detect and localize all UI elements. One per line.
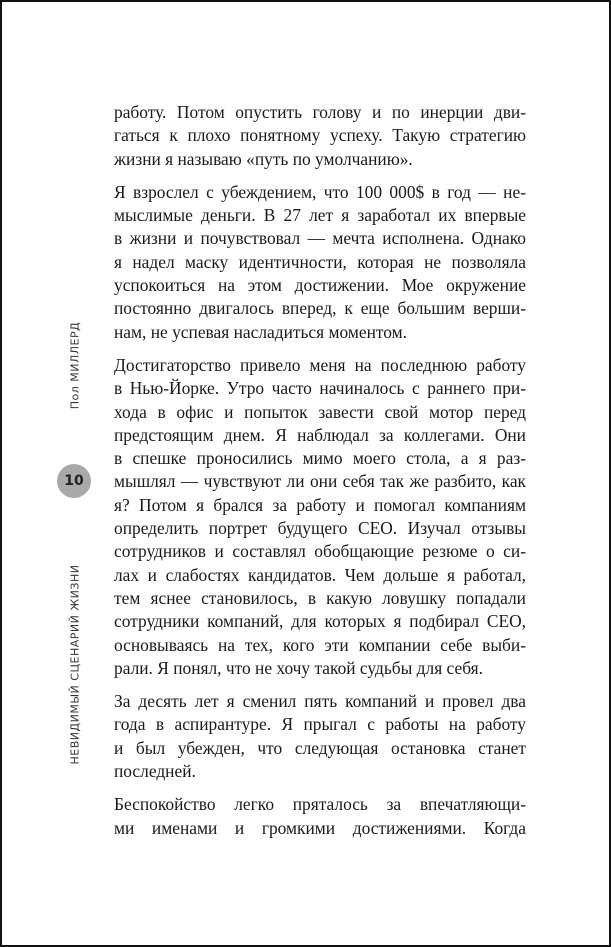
paragraph: [114, 690, 526, 783]
running-head-book-title: НЕВИДИМЫЙ СЦЕНАРИЙ ЖИЗНИ: [68, 564, 82, 765]
text-line: нам, не успевая насладиться моментом.: [114, 321, 407, 342]
text-line: рали. Я понял, что не хочу такой судьбы для себя.: [114, 657, 483, 678]
body-text: [114, 101, 526, 850]
text-line: основываясь на тех, кого эти компании себе выби-: [114, 634, 526, 655]
text-line: в жизни и почувствовал — мечта исполнена. Однако: [114, 228, 526, 249]
text-line: жизни я называю «путь по умолчанию».: [114, 148, 413, 169]
text-line: лах и слабостях кандидатов. Чем дольше я работал,: [114, 564, 526, 585]
text-line: мыслимые деньги. В 27 лет я заработал их впервые: [114, 205, 526, 226]
text-line: тем яснее становилось, в какую ловушку попадали: [114, 587, 526, 608]
text-line: Я взрослел с убеждением, что 100 000$ в год — не-: [114, 181, 526, 202]
text-line: я надел маску идентичности, которая не позволяла: [114, 251, 526, 272]
text-line: хода в офис и попыток завести свой мотор перед: [114, 401, 526, 422]
text-line: сотрудники компаний, для которых я подбирал CEO,: [114, 611, 526, 632]
text-line: Достигаторство привело меня на последнюю работу: [114, 354, 526, 375]
text-line: гаться к плохо понятному успеху. Такую стратегию: [114, 125, 526, 146]
text-line: я? Потом я брался за работу и помогал компаниям: [114, 494, 526, 515]
text-line: Беспокойство легко пряталось за впечатляющи-: [114, 794, 526, 815]
text-line: и был убежден, что следующая остановка станет: [114, 737, 526, 758]
text-line: в Нью-Йорке. Утро часто начиналось с раннего при-: [114, 378, 526, 399]
paragraph: [114, 181, 526, 344]
paragraph: [114, 354, 526, 680]
text-line: мышлял — чувствуют ли они себя так же разбито, как: [114, 471, 526, 492]
paragraph: [114, 793, 526, 840]
text-line: определить портрет будущего CEO. Изучал отзывы: [114, 518, 526, 539]
text-line: ми именами и громкими достижениями. Когда: [114, 817, 526, 838]
text-line: постоянно двигалось вперед, к еще большим верши-: [114, 298, 526, 319]
running-head-author: Пол МИЛЛЕРД: [68, 321, 82, 410]
text-line: в спешке проносились мимо моего стола, а я раз-: [114, 448, 526, 469]
text-line: работу. Потом опустить голову и по инерции дви-: [114, 102, 526, 122]
text-line: года в аспирантуре. Я прыгал с работы на работу: [114, 714, 526, 735]
text-line: успокоиться на этом достижении. Мое окружение: [114, 275, 526, 296]
text-line: сотрудников и составлял обобщающие резюме о си-: [114, 541, 526, 562]
page-number-badge: 10: [57, 464, 91, 498]
paragraph: [114, 101, 526, 171]
text-line: последней.: [114, 761, 196, 782]
text-line: предстоящим днем. Я наблюдал за коллегами. Они: [114, 424, 526, 445]
text-line: За десять лет я сменил пять компаний и провел два: [114, 691, 526, 712]
